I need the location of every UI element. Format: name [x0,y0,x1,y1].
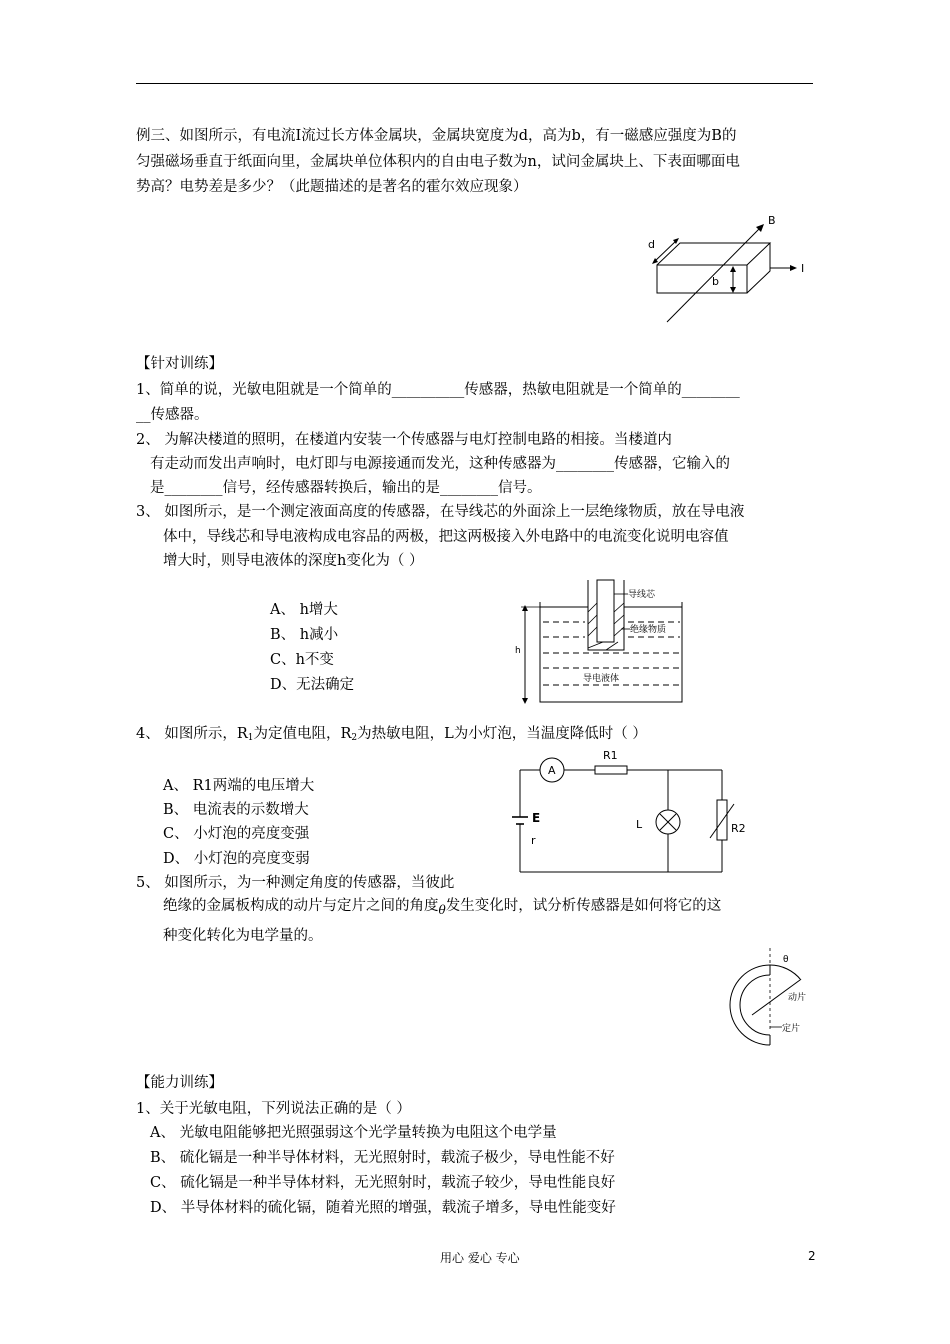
example3-line2: 匀强磁场垂直于纸面向里，金属块单位体积内的自由电子数为n，试问金属块上、下表面哪面电 [136,154,740,170]
label-insulation: 绝缘物质 [630,625,667,635]
ability-q1-option-d: D、 半导体材料的硫化镉，随着光照的增强，载流子增多，导电性能变好 [150,1200,616,1216]
q3-option-c: C、h不变 [270,652,334,668]
label-b-field: B [768,214,776,227]
ability-q1-option-c: C、 硫化镉是一种半导体材料，无光照射时，载流子较少，导电性能良好 [150,1175,616,1191]
targeted-q2-line2: 有走动而发出声响时，电灯即与电源接通而发光，这种传感器为________传感器，它输入的 [150,456,730,472]
angle-sensor-figure [720,945,820,1045]
label-liquid: 导电液体 [583,674,620,684]
example3-line3: 势高？电势差是多少？（此题描述的是著名的霍尔效应现象） [136,179,528,195]
q5-theta: θ [438,903,446,917]
q4-option-d: D、 小灯泡的亮度变弱 [163,851,310,867]
liquid-level-figure [510,575,690,710]
label-moving-plate: 动片 [788,993,807,1003]
hall-effect-figure [630,205,820,330]
label-d: d [648,238,655,251]
targeted-q3-line1: 3、 如图所示，是一个测定液面高度的传感器，在导线芯的外面涂上一层绝缘物质，放在导电液 [136,504,745,520]
label-ammeter: A [548,764,556,777]
targeted-heading: 【针对训练】 [136,356,223,372]
targeted-q1-line2: __传感器。 [136,407,209,423]
label-lamp: L [636,818,643,831]
example3-line1: 例三、如图所示，有电流Ⅰ流过长方体金属块，金属块宽度为d，高为b，有一磁感应强度为B的 [136,128,737,144]
page-number: 2 [808,1249,816,1263]
q4-text-c: 为热敏电阻，L为小灯泡，当温度降低时（ ） [357,726,647,742]
q3-option-a: A、 h增大 [270,602,338,618]
circuit-figure [505,745,745,880]
label-fixed-plate: 定片 [782,1024,801,1034]
footer-slogan: 用心 爱心 专心 [440,1251,520,1265]
ability-q1: 1、关于光敏电阻，下列说法正确的是（ ） [136,1101,411,1117]
ability-q1-option-b: B、 硫化镉是一种半导体材料，无光照射时，载流子极少，导电性能不好 [150,1150,615,1166]
targeted-q5-line1: 5、 如图所示，为一种测定角度的传感器，当彼此 [136,875,455,891]
targeted-q3-line2: 体中，导线芯和导电液构成电容品的两极，把这两极接入外电路中的电流变化说明电容值 [163,529,729,545]
label-h: h [515,646,521,656]
label-r1: R1 [603,749,618,762]
ability-heading: 【能力训练】 [136,1075,223,1091]
q5-text-a: 绝缘的金属板构成的动片与定片之间的角度 [163,898,439,914]
label-emf: E [532,811,541,825]
targeted-q2-line1: 2、 为解决楼道的照明，在楼道内安装一个传感器与电灯控制电路的相接。当楼道内 [136,432,672,448]
label-theta: θ [783,955,789,965]
q3-option-d: D、无法确定 [270,677,355,693]
targeted-q2-line3: 是________信号，经传感器转换后，输出的是________信号。 [150,480,542,496]
label-internal-r: r [531,834,536,847]
q4-sub-2: 2 [351,733,358,743]
targeted-q5-line3: 种变化转化为电学量的。 [163,928,323,944]
targeted-q1-line1: 1、简单的说，光敏电阻就是一个简单的__________传感器，热敏电阻就是一个简单的________ [136,382,740,398]
q4-text-b: 为定值电阻，R [253,726,352,742]
ability-q1-option-a: A、 光敏电阻能够把光照强弱这个光学量转换为电阻这个电学量 [150,1125,557,1141]
label-i: I [801,262,805,275]
q4-option-a: A、 R1两端的电压增大 [163,778,315,794]
header-rule [136,83,813,84]
q4-option-c: C、 小灯泡的亮度变强 [163,826,310,842]
q4-option-b: B、 电流表的示数增大 [163,802,309,818]
label-core: 导线芯 [628,590,656,600]
targeted-q5-line2 [163,896,721,916]
label-b-height: b [712,275,719,288]
label-r2: R2 [731,822,746,835]
q4-sub-1: 1 [247,733,254,743]
q3-option-b: B、 h减小 [270,627,339,643]
q5-text-b: 发生变化时，试分析传感器是如何将它的这 [445,898,722,914]
targeted-q3-line3: 增大时，则导电液体的深度h变化为（ ） [163,553,424,569]
q4-text-a: 4、 如图所示，R [136,726,248,742]
